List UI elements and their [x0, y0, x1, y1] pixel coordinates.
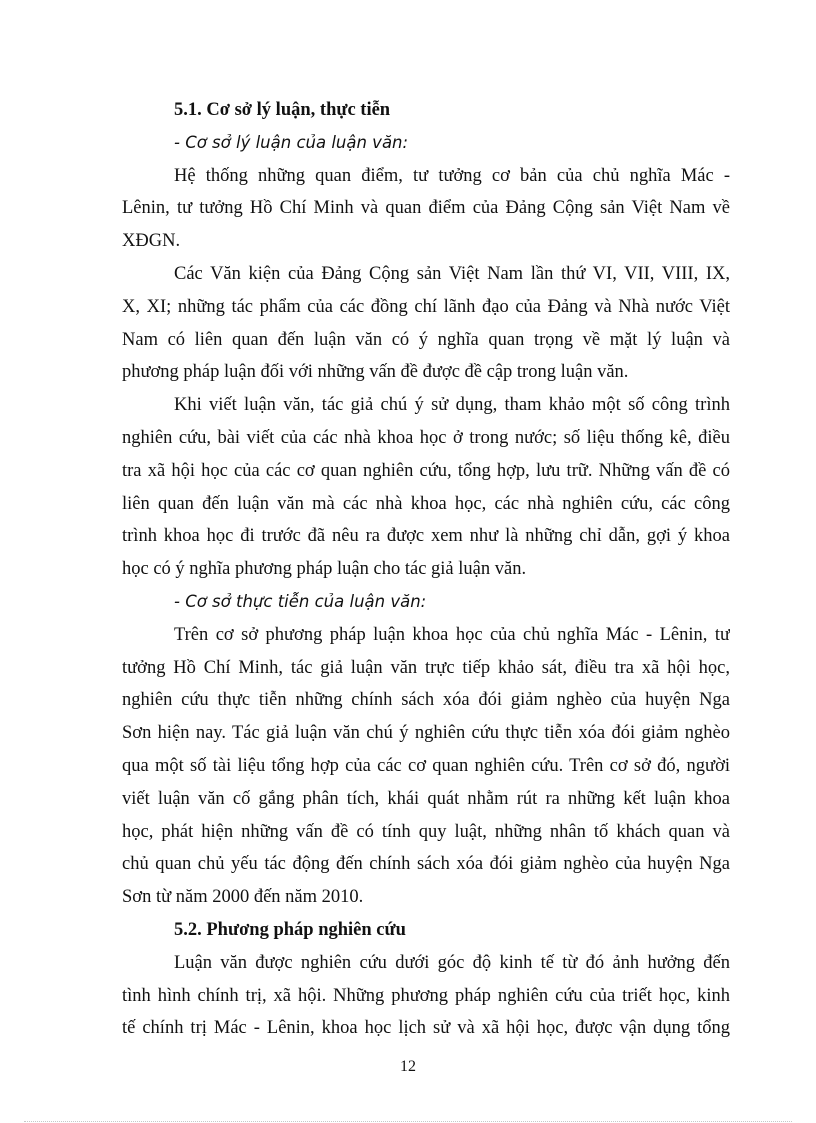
paragraph-line: tra xã hội học của các cơ quan nghiên cứu, tổng hợp, lưu trữ. Những vấn đề có [122, 460, 730, 481]
subheading-theory: - Cơ sở lý luận của luận văn: [174, 132, 409, 152]
paragraph-line: Khi viết luận văn, tác giả chú ý sử dụng, tham khảo một số công trình [174, 395, 730, 416]
paragraph-line: phương pháp luận đối với những vấn đề được đề cập trong luận văn. [122, 362, 629, 383]
paragraph-line: tình hình chính trị, xã hội. Những phương pháp nghiên cứu của triết học, kinh [122, 985, 730, 1006]
paragraph-line: XĐGN. [122, 231, 181, 252]
paragraph-line: nghiên cứu thực tiễn những chính sách xóa đói giảm nghèo của huyện Nga [122, 690, 730, 711]
paragraph-line: nghiên cứu, bài viết của các nhà khoa học ở trong nước; số liệu thống kê, điều [122, 427, 730, 448]
paragraph-line: Các Văn kiện của Đảng Cộng sản Việt Nam lần thứ VI, VII, VIII, IX, [174, 263, 730, 284]
paragraph-line: qua một số tài liệu tổng hợp của các cơ quan nghiên cứu. Trên cơ sở đó, người [122, 755, 730, 776]
paragraph-line: Luận văn được nghiên cứu dưới góc độ kinh tế từ đó ảnh hưởng đến [174, 952, 730, 973]
page-number: 12 [400, 1058, 416, 1075]
paragraph-line: tế chính trị Mác - Lênin, khoa học lịch sử và xã hội học, được vận dụng tổng [122, 1018, 730, 1039]
section-heading-5-1: 5.1. Cơ sở lý luận, thực tiễn [174, 100, 391, 120]
page-bottom-divider [24, 1121, 792, 1122]
paragraph-line: Nam có liên quan đến luận văn có ý nghĩa quan trọng về mặt lý luận và [122, 329, 730, 350]
paragraph-line: học có ý nghĩa phương pháp luận cho tác giả luận văn. [122, 559, 527, 580]
paragraph-line: trình khoa học đi trước đã nêu ra được xem như là những chỉ dẫn, gợi ý khoa [122, 526, 730, 547]
paragraph-line: tưởng Hồ Chí Minh, tác giả luận văn trực tiếp khảo sát, điều tra xã hội học, [122, 657, 730, 678]
subheading-practice: - Cơ sở thực tiễn của luận văn: [174, 591, 427, 611]
section-heading-5-2: 5.2. Phương pháp nghiên cứu [174, 919, 406, 940]
paragraph-line: học, phát hiện những vấn đề có tính quy luật, những nhân tố khách quan và [122, 821, 730, 842]
paragraph-line: chủ quan chủ yếu tác động đến chính sách xóa đói giảm nghèo của huyện Nga [122, 854, 730, 875]
paragraph-line: Sơn hiện nay. Tác giả luận văn chú ý nghiên cứu thực tiễn xóa đói giảm nghèo [122, 723, 730, 744]
paragraph-line: Lênin, tư tưởng Hồ Chí Minh và quan điểm của Đảng Cộng sản Việt Nam về [122, 198, 730, 219]
paragraph-line: Sơn từ năm 2000 đến năm 2010. [122, 887, 364, 908]
paragraph-line: X, XI; những tác phẩm của các đồng chí lãnh đạo của Đảng và Nhà nước Việt [122, 296, 730, 317]
paragraph-line: liên quan đến luận văn mà các nhà khoa học, các nhà nghiên cứu, các công [122, 493, 730, 514]
paragraph-line: Trên cơ sở phương pháp luận khoa học của chủ nghĩa Mác - Lênin, tư [174, 624, 730, 645]
page-body [122, 94, 730, 1045]
paragraph-line: viết luận văn cố gắng phân tích, khái quát nhằm rút ra những kết luận khoa [122, 788, 730, 809]
paragraph-line: Hệ thống những quan điểm, tư tưởng cơ bản của chủ nghĩa Mác - [174, 165, 730, 186]
